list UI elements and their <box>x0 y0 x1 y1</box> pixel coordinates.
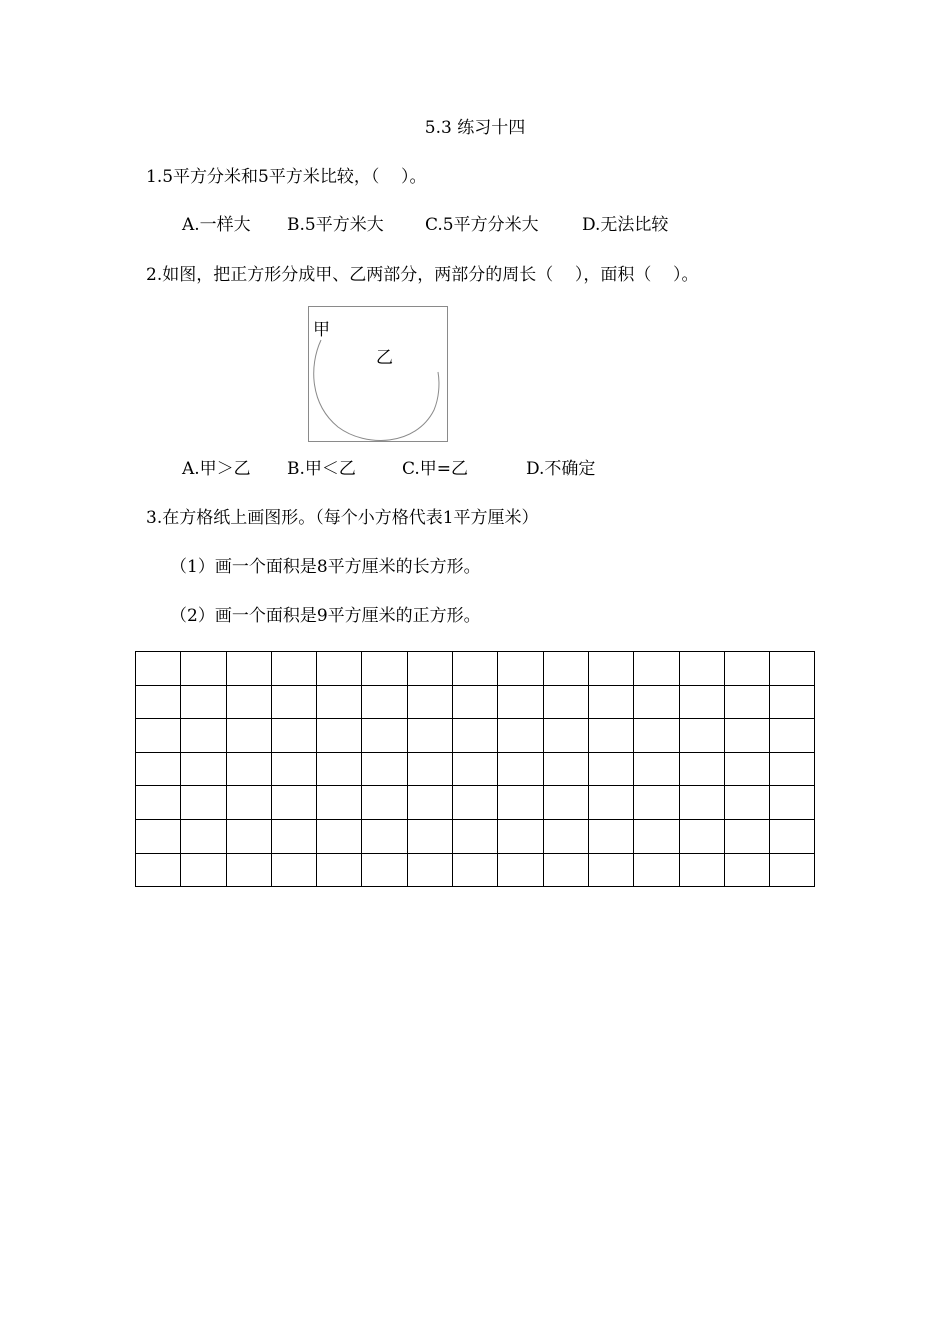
grid-cell[interactable] <box>453 652 498 686</box>
grid-cell[interactable] <box>271 786 316 820</box>
grid-cell[interactable] <box>498 652 543 686</box>
question-2-stem: 2.如图，把正方形分成甲、乙两部分，两部分的周长（ ），面积（ ）。 <box>146 265 699 285</box>
grid-cell[interactable] <box>634 719 679 753</box>
grid-cell[interactable] <box>634 819 679 853</box>
grid-cell[interactable] <box>770 685 815 719</box>
grid-row <box>136 819 815 853</box>
question-3-stem: 3.在方格纸上画图形。（每个小方格代表1平方厘米） <box>146 508 539 528</box>
grid-cell[interactable] <box>453 685 498 719</box>
grid-cell[interactable] <box>271 752 316 786</box>
question-2-option-b: B.甲＜乙 <box>287 459 356 479</box>
grid-cell[interactable] <box>588 685 633 719</box>
grid-cell[interactable] <box>226 719 271 753</box>
grid-cell[interactable] <box>770 819 815 853</box>
grid-cell[interactable] <box>407 819 452 853</box>
grid-cell[interactable] <box>679 652 724 686</box>
grid-cell[interactable] <box>226 853 271 887</box>
grid-cell[interactable] <box>317 752 362 786</box>
grid-cell[interactable] <box>453 819 498 853</box>
grid-cell[interactable] <box>588 853 633 887</box>
grid-row <box>136 786 815 820</box>
grid-cell[interactable] <box>453 786 498 820</box>
grid-cell[interactable] <box>543 719 588 753</box>
grid-cell[interactable] <box>453 752 498 786</box>
grid-cell[interactable] <box>679 719 724 753</box>
grid-cell[interactable] <box>588 752 633 786</box>
grid-cell[interactable] <box>317 786 362 820</box>
grid-cell[interactable] <box>226 752 271 786</box>
grid-cell[interactable] <box>226 786 271 820</box>
grid-cell[interactable] <box>724 819 769 853</box>
grid-cell[interactable] <box>136 752 181 786</box>
square-division-figure <box>308 306 448 442</box>
grid-cell[interactable] <box>724 786 769 820</box>
grid-cell[interactable] <box>362 652 407 686</box>
grid-cell[interactable] <box>588 719 633 753</box>
question-1-option-c: C.5平方分米大 <box>425 215 539 235</box>
grid-cell[interactable] <box>271 685 316 719</box>
grid-row <box>136 685 815 719</box>
grid-cell[interactable] <box>226 685 271 719</box>
grid-cell[interactable] <box>136 786 181 820</box>
grid-cell[interactable] <box>181 685 226 719</box>
grid-cell[interactable] <box>724 853 769 887</box>
grid-cell[interactable] <box>407 853 452 887</box>
grid-cell[interactable] <box>181 853 226 887</box>
question-2-option-c: C.甲=乙 <box>402 459 469 479</box>
grid-cell[interactable] <box>226 819 271 853</box>
grid-cell[interactable] <box>136 652 181 686</box>
region-yi-label: 乙 <box>376 348 393 368</box>
grid-cell[interactable] <box>498 752 543 786</box>
grid-cell[interactable] <box>543 752 588 786</box>
grid-cell[interactable] <box>634 786 679 820</box>
grid-cell[interactable] <box>543 652 588 686</box>
grid-cell[interactable] <box>588 786 633 820</box>
grid-row <box>136 752 815 786</box>
grid-cell[interactable] <box>453 853 498 887</box>
grid-cell[interactable] <box>271 819 316 853</box>
question-2-option-d: D.不确定 <box>526 459 596 479</box>
grid-cell[interactable] <box>362 719 407 753</box>
grid-cell[interactable] <box>724 685 769 719</box>
grid-cell[interactable] <box>181 752 226 786</box>
grid-cell[interactable] <box>226 652 271 686</box>
grid-cell[interactable] <box>362 786 407 820</box>
grid-cell[interactable] <box>362 853 407 887</box>
grid-cell[interactable] <box>271 652 316 686</box>
grid-row <box>136 719 815 753</box>
grid-cell[interactable] <box>679 685 724 719</box>
grid-cell[interactable] <box>770 719 815 753</box>
question-2-option-a: A.甲＞乙 <box>182 459 251 479</box>
grid-cell[interactable] <box>498 685 543 719</box>
grid-cell[interactable] <box>498 853 543 887</box>
grid-cell[interactable] <box>498 819 543 853</box>
grid-cell[interactable] <box>407 719 452 753</box>
grid-cell[interactable] <box>407 652 452 686</box>
grid-cell[interactable] <box>770 752 815 786</box>
grid-cell[interactable] <box>136 685 181 719</box>
grid-cell[interactable] <box>407 786 452 820</box>
grid-cell[interactable] <box>362 819 407 853</box>
grid-cell[interactable] <box>543 819 588 853</box>
question-1-option-a: A.一样大 <box>182 215 251 235</box>
question-3-sub-1: （1）画一个面积是8平方厘米的长方形。 <box>170 557 481 577</box>
grid-cell[interactable] <box>362 685 407 719</box>
grid-cell[interactable] <box>770 652 815 686</box>
grid-cell[interactable] <box>543 786 588 820</box>
grid-cell[interactable] <box>271 719 316 753</box>
square-grid-paper[interactable] <box>135 651 815 887</box>
grid-cell[interactable] <box>407 685 452 719</box>
grid-cell[interactable] <box>407 752 452 786</box>
page-title: 5.3 练习十四 <box>424 118 526 138</box>
grid-cell[interactable] <box>317 853 362 887</box>
grid-cell[interactable] <box>679 786 724 820</box>
grid-cell[interactable] <box>136 819 181 853</box>
grid-cell[interactable] <box>588 819 633 853</box>
grid-cell[interactable] <box>181 819 226 853</box>
grid-cell[interactable] <box>453 719 498 753</box>
grid-cell[interactable] <box>317 652 362 686</box>
grid-cell[interactable] <box>271 853 316 887</box>
grid-cell[interactable] <box>634 685 679 719</box>
grid-cell[interactable] <box>634 752 679 786</box>
grid-cell[interactable] <box>317 685 362 719</box>
question-1-stem: 1.5平方分米和5平方米比较，（ ）。 <box>146 167 427 187</box>
question-3-sub-2: （2）画一个面积是9平方厘米的正方形。 <box>170 606 481 626</box>
grid-cell[interactable] <box>498 719 543 753</box>
grid-cell[interactable] <box>543 685 588 719</box>
grid-cell[interactable] <box>181 652 226 686</box>
grid-cell[interactable] <box>679 752 724 786</box>
grid-row <box>136 652 815 686</box>
grid-cell[interactable] <box>136 853 181 887</box>
grid-cell[interactable] <box>543 853 588 887</box>
grid-cell[interactable] <box>181 786 226 820</box>
grid-cell[interactable] <box>317 819 362 853</box>
question-1-option-b: B.5平方米大 <box>287 215 384 235</box>
grid-cell[interactable] <box>136 719 181 753</box>
grid-cell[interactable] <box>181 719 226 753</box>
grid-cell[interactable] <box>362 752 407 786</box>
grid-cell[interactable] <box>724 752 769 786</box>
grid-cell[interactable] <box>634 853 679 887</box>
grid-cell[interactable] <box>634 652 679 686</box>
grid-cell[interactable] <box>317 719 362 753</box>
grid-row <box>136 853 815 887</box>
grid-cell[interactable] <box>588 652 633 686</box>
grid-cell[interactable] <box>724 719 769 753</box>
grid-cell[interactable] <box>724 652 769 686</box>
region-jia-label: 甲 <box>313 320 330 340</box>
grid-cell[interactable] <box>679 853 724 887</box>
grid-cell[interactable] <box>770 786 815 820</box>
grid-cell[interactable] <box>770 853 815 887</box>
grid-cell[interactable] <box>679 819 724 853</box>
grid-cell[interactable] <box>498 786 543 820</box>
question-1-option-d: D.无法比较 <box>582 215 669 235</box>
